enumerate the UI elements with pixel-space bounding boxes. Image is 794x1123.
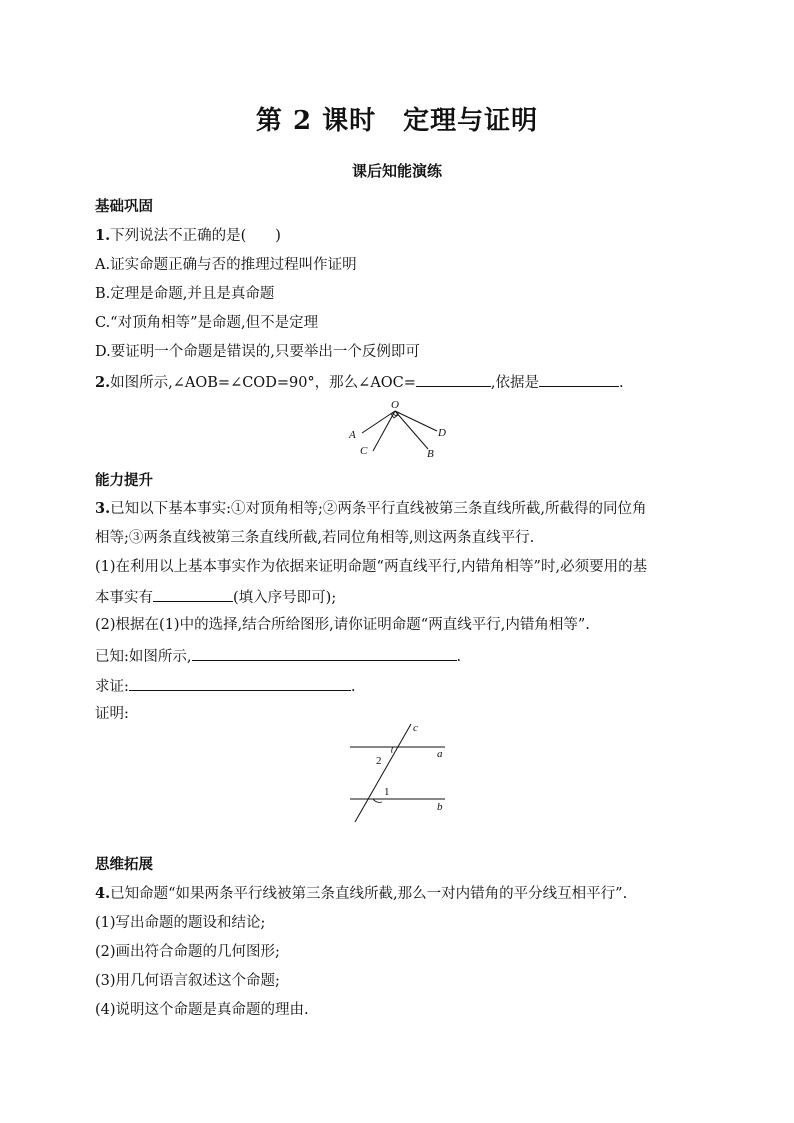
point-label: C [360,445,368,457]
option-a: A.证实命题正确与否的推理过程叫作证明 [95,257,357,273]
prove-blank[interactable] [129,675,351,691]
answer-blank[interactable] [416,371,491,387]
question-text: 已知以下基本事实:①对顶角相等;②两条平行直线被第三条直线所截,所截得的同位角 [110,501,647,517]
transversal-c [355,724,411,822]
point-label: D [438,427,446,439]
question-3-part-1: (1)在利用以上基本事实作为依据来证明命题“两直线平行,内错角相等”时,必须要用的基 [95,559,648,575]
question-number: 3. [95,500,111,517]
question-text: . [350,679,356,695]
page-subtitle: 课后知能演练 [351,162,442,180]
ray-oc [373,411,395,451]
known-label: 已知:如图所示, [95,649,192,665]
question-2 [95,371,624,393]
option-c: C.“对顶角相等”是命题,但不是定理 [95,315,319,331]
angle-label: 1 [384,786,390,798]
angle-2-arc [392,747,393,753]
question-3-part-2: (2)根据在(1)中的选择,结合所给图形,请你证明命题“两直线平行,内错角相等”. [95,617,590,633]
question-4-part: (1)写出命题的题设和结论; [95,915,266,931]
angle-figure [340,397,460,465]
point-label: O [391,399,399,411]
question-text: 本事实有 [95,590,153,606]
section-heading-basic: 基础巩固 [95,198,153,215]
angle-label: 2 [376,755,382,767]
question-4-part: (3)用几何语言叙述这个命题; [95,973,280,989]
question-4-part: (4)说明这个命题是真命题的理由. [95,1002,309,1018]
question-4 [95,884,627,904]
prove-label: 求证: [95,679,129,695]
answer-blank[interactable] [539,371,619,387]
question-text: (填入序号即可); [233,590,337,606]
parallel-lines-figure [345,720,455,828]
ray-oa [362,411,395,433]
section-heading-thinking: 思维拓展 [95,856,153,873]
known-blank[interactable] [192,645,457,661]
page-title: 第 2 课时 定理与证明 [255,106,539,136]
question-text: 如图所示,∠AOB=∠COD=90°，那么∠AOC= [110,375,416,391]
answer-blank[interactable] [153,586,233,602]
known-line [95,645,461,667]
question-3-part-1-cont [95,586,336,608]
question-number: 1. [95,227,111,244]
option-b: B.定理是命题,并且是真命题 [95,286,275,302]
line-label: b [437,801,443,813]
question-number: 2. [95,374,111,391]
question-text: 已知命题“如果两条平行线被第三条直线所截,那么一对内错角的平分线互相平行”. [110,886,628,902]
point-label: A [349,429,356,441]
option-d: D.要证明一个命题是错误的,只要举出一个反例即可 [95,344,420,360]
ray-od [395,411,437,431]
line-label: a [437,748,443,760]
question-stem: 下列说法不正确的是( ) [110,228,281,244]
proof-label: 证明: [95,706,129,722]
question-number: 4. [95,885,111,902]
prove-line [95,675,356,697]
question-text: ,依据是 [490,375,540,391]
ray-ob [395,411,428,449]
question-1 [95,226,281,246]
question-text: . [456,649,462,665]
line-label: c [413,722,418,734]
point-label: B [427,448,434,460]
section-heading-ability: 能力提升 [95,472,153,489]
question-text: 相等;③两条直线被第三条直线所截,若同位角相等,则这两条直线平行. [95,530,535,546]
question-4-part: (2)画出符合命题的几何图形; [95,944,280,960]
question-3 [95,499,647,519]
angle-1-arc [373,799,382,802]
question-text: . [619,375,624,391]
